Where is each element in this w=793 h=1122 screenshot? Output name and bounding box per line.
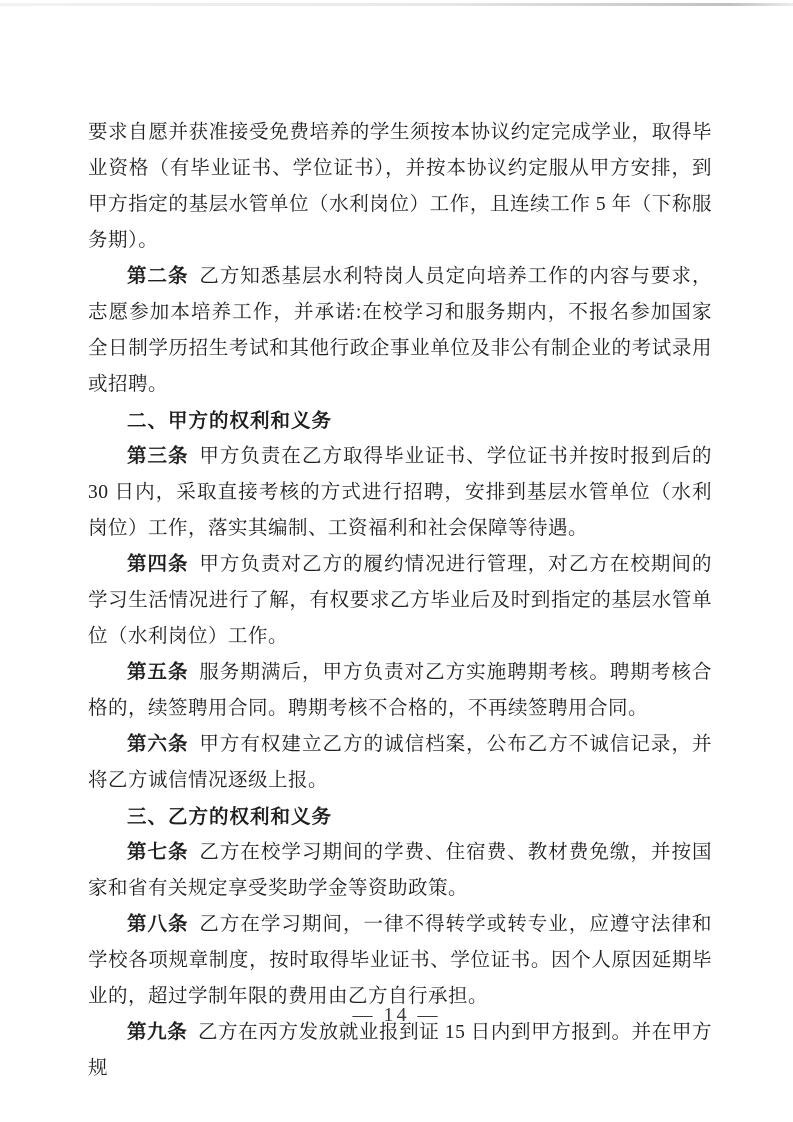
article-number-label: 第六条: [127, 734, 189, 755]
article-paragraph: [88, 439, 712, 547]
section-heading: [88, 403, 712, 439]
article-number-label: 第九条: [127, 1022, 188, 1043]
article-number-label: 第八条: [127, 914, 189, 935]
document-body: [88, 115, 712, 1087]
article-number-label: 第七条: [127, 842, 189, 863]
paragraph-text: 甲方负责在乙方取得毕业证书、学位证书并按时报到后的 30 日内，采取直接考核的方式进行招聘，安排到基层水管单位（水利岗位）工作，落实其编制、工资福利和社会保障等待遇。: [88, 446, 712, 539]
paragraph-text: 乙方在学习期间，一律不得转学或转专业，应遵守法律和学校各项规章制度，按时取得毕业证书、学位证书。因个人原因延期毕业的，超过学制年限的费用由乙方自行承担。: [88, 914, 712, 1007]
article-paragraph: [88, 655, 712, 727]
article-number-label: 第三条: [127, 446, 189, 467]
article-paragraph: [88, 259, 712, 403]
article-paragraph: [88, 727, 712, 799]
paragraph-text: 甲方负责对乙方的履约情况进行管理，对乙方在校期间的学习生活情况进行了解，有权要求乙方毕业后及时到指定的基层水管单位（水利岗位）工作。: [88, 554, 712, 647]
section-heading-text: 二、甲方的权利和义务: [127, 410, 333, 432]
article-paragraph: [88, 835, 712, 907]
scan-edge-artifact: [0, 3, 793, 6]
article-number-label: 第五条: [127, 662, 189, 683]
article-paragraph: [88, 547, 712, 655]
paragraph-text: 要求自愿并获准接受免费培养的学生须按本协议约定完成学业，取得毕业资格（有毕业证书、学位证书），并按本协议约定服从甲方安排，到甲方指定的基层水管单位（水利岗位）工作，且连续工作 5 年（下称服务期）。: [88, 122, 712, 251]
article-number-label: 第四条: [127, 554, 189, 575]
paragraph-text: 乙方在校学习期间的学费、住宿费、教材费免缴，并按国家和省有关规定享受奖助学金等资助政策。: [88, 842, 712, 899]
paragraph-text: 服务期满后，甲方负责对乙方实施聘期考核。聘期考核合格的，续签聘用合同。聘期考核不合格的，不再续签聘用合同。: [88, 662, 712, 719]
article-paragraph: [88, 115, 712, 259]
paragraph-text: 乙方知悉基层水利特岗人员定向培养工作的内容与要求，志愿参加本培养工作，并承诺:在校学习和服务期内，不报名参加国家全日制学历招生考试和其他行政企事业单位及非公有制企业的考试录用或招聘。: [88, 266, 712, 395]
page-number: — 14 —: [352, 1004, 441, 1026]
section-heading-text: 三、乙方的权利和义务: [127, 806, 333, 828]
page-footer: [0, 997, 793, 1033]
paragraph-text: 乙方在丙方发放就业报到证 15 日内到甲方报到。并在甲方规: [88, 1022, 712, 1079]
paragraph-text: 甲方有权建立乙方的诚信档案，公布乙方不诚信记录，并将乙方诚信情况逐级上报。: [88, 734, 712, 791]
section-heading: [88, 799, 712, 835]
article-number-label: 第二条: [127, 266, 189, 287]
